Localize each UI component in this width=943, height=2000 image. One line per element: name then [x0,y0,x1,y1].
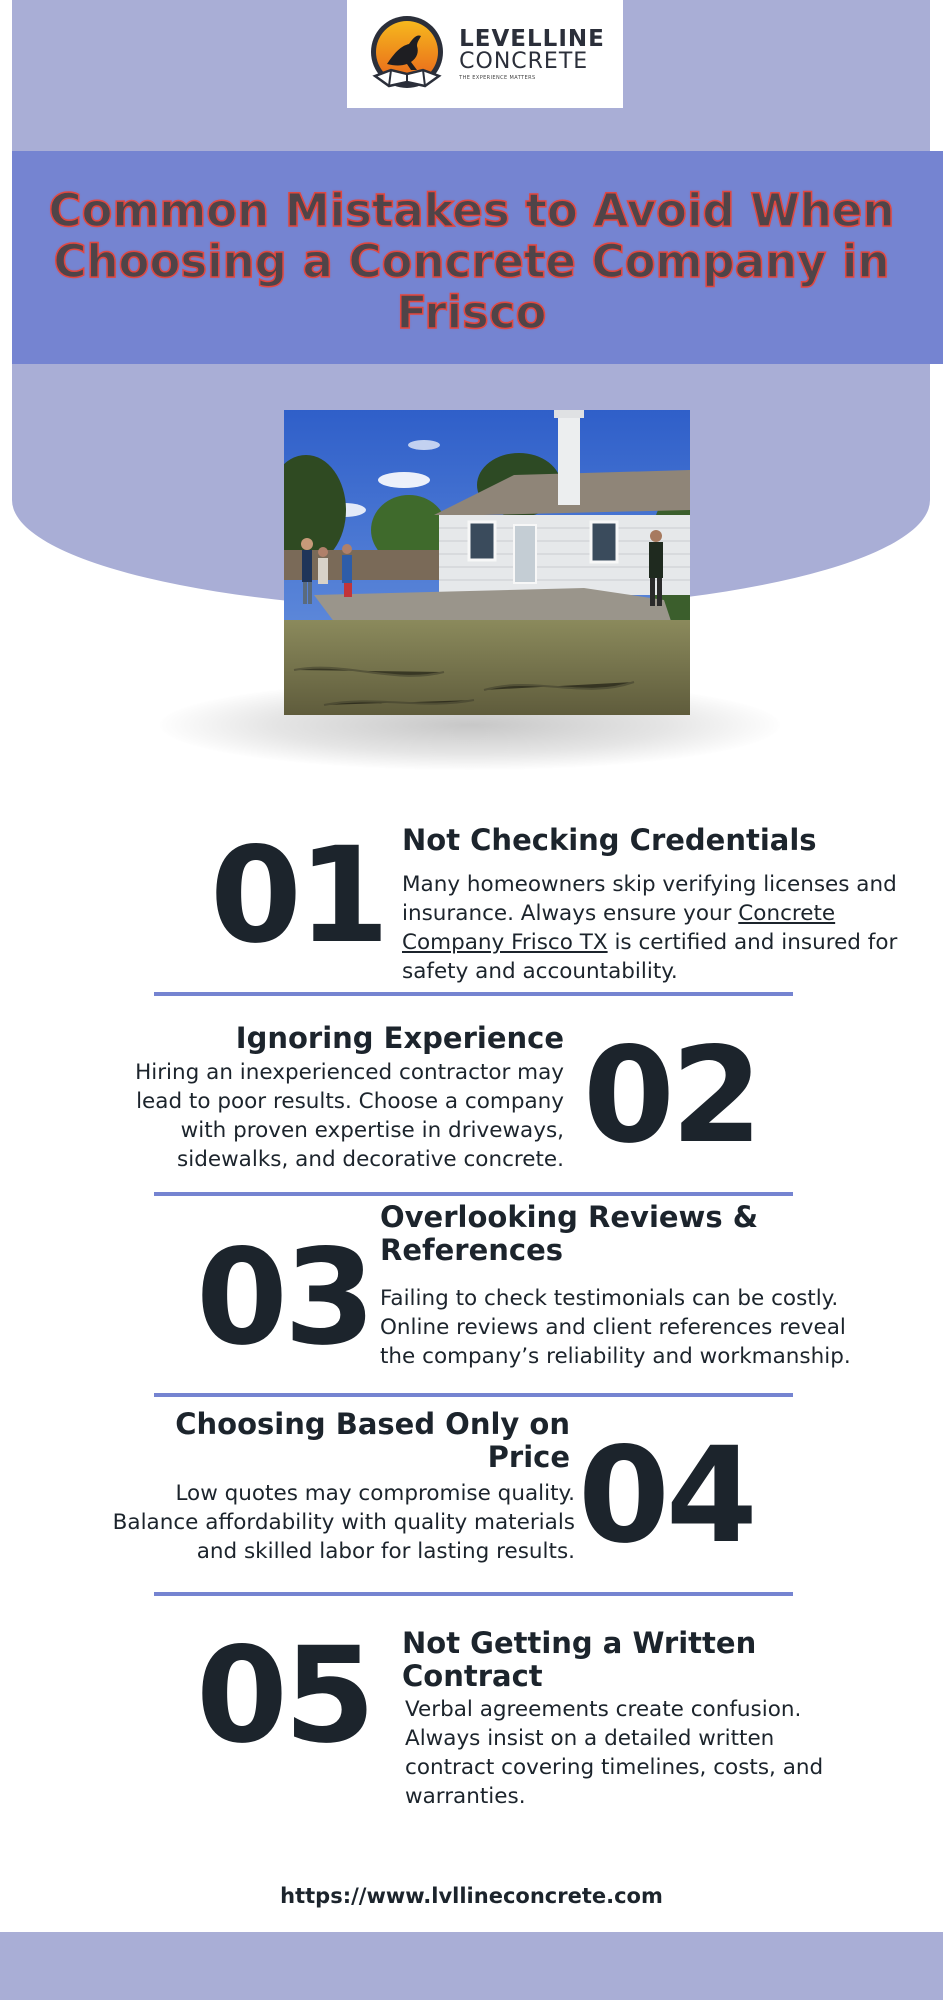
logo-wordmark [459,25,605,81]
step-divider [154,1393,793,1397]
step-4-title: Choosing Based Only on Price [175,1407,570,1474]
step-1-text-before: Many homeowners skip verifying licenses and insurance. Always ensure your [402,872,897,926]
step-1-title: Not Checking Credentials [402,823,817,857]
step-5-number: 05 [196,1619,372,1773]
page-title: Common Mistakes to Avoid When Choosing a Concrete Company in Frisco [48,184,895,339]
step-4-number: 04 [578,1419,754,1573]
footer-band [0,1932,943,2000]
step-1-description [402,870,902,986]
concrete-company-frisco-link[interactable]: Concrete Company Frisco TX [402,901,836,955]
step-1-text-after: is certified and insured for safety and accountability. [402,930,898,984]
step-1-number: 01 [210,819,386,973]
step-3-description: Failing to check testimonials can be costly. Online reviews and client references reveal the company’s reliability and workmanship. [380,1286,851,1369]
logo-name-line2: CONCRETE [459,48,589,74]
step-divider [154,1592,793,1596]
backyard-concrete-photo [284,410,690,715]
logo-name-line1: LEVELLINE [459,25,605,52]
step-2-description: Hiring an inexperienced contractor may lead to poor results. Choose a company with proven expertise in driveways, sidewalks, and decorative concrete. [135,1060,564,1172]
step-2-title: Ignoring Experience [235,1021,564,1055]
step-divider [154,992,793,996]
step-divider [154,1192,793,1196]
kangaroo-sun-logo-icon [365,12,449,96]
step-4-description: Low quotes may compromise quality. Balance affordability with quality materials and skilled labor for lasting results. [112,1481,575,1564]
step-3-title: Overlooking Reviews & References [380,1200,758,1267]
step-3-number: 03 [196,1221,372,1375]
step-5-title: Not Getting a Written Contract [402,1626,757,1693]
website-url[interactable]: https://www.lvllineconcrete.com [280,1884,663,1908]
step-2-number: 02 [583,1019,759,1173]
logo-tagline: THE EXPERIENCE MATTERS [459,74,536,81]
step-5-description: Verbal agreements create confusion. Always insist on a detailed written contract covering timelines, costs, and warranties. [405,1697,824,1809]
logo[interactable] [347,0,623,108]
